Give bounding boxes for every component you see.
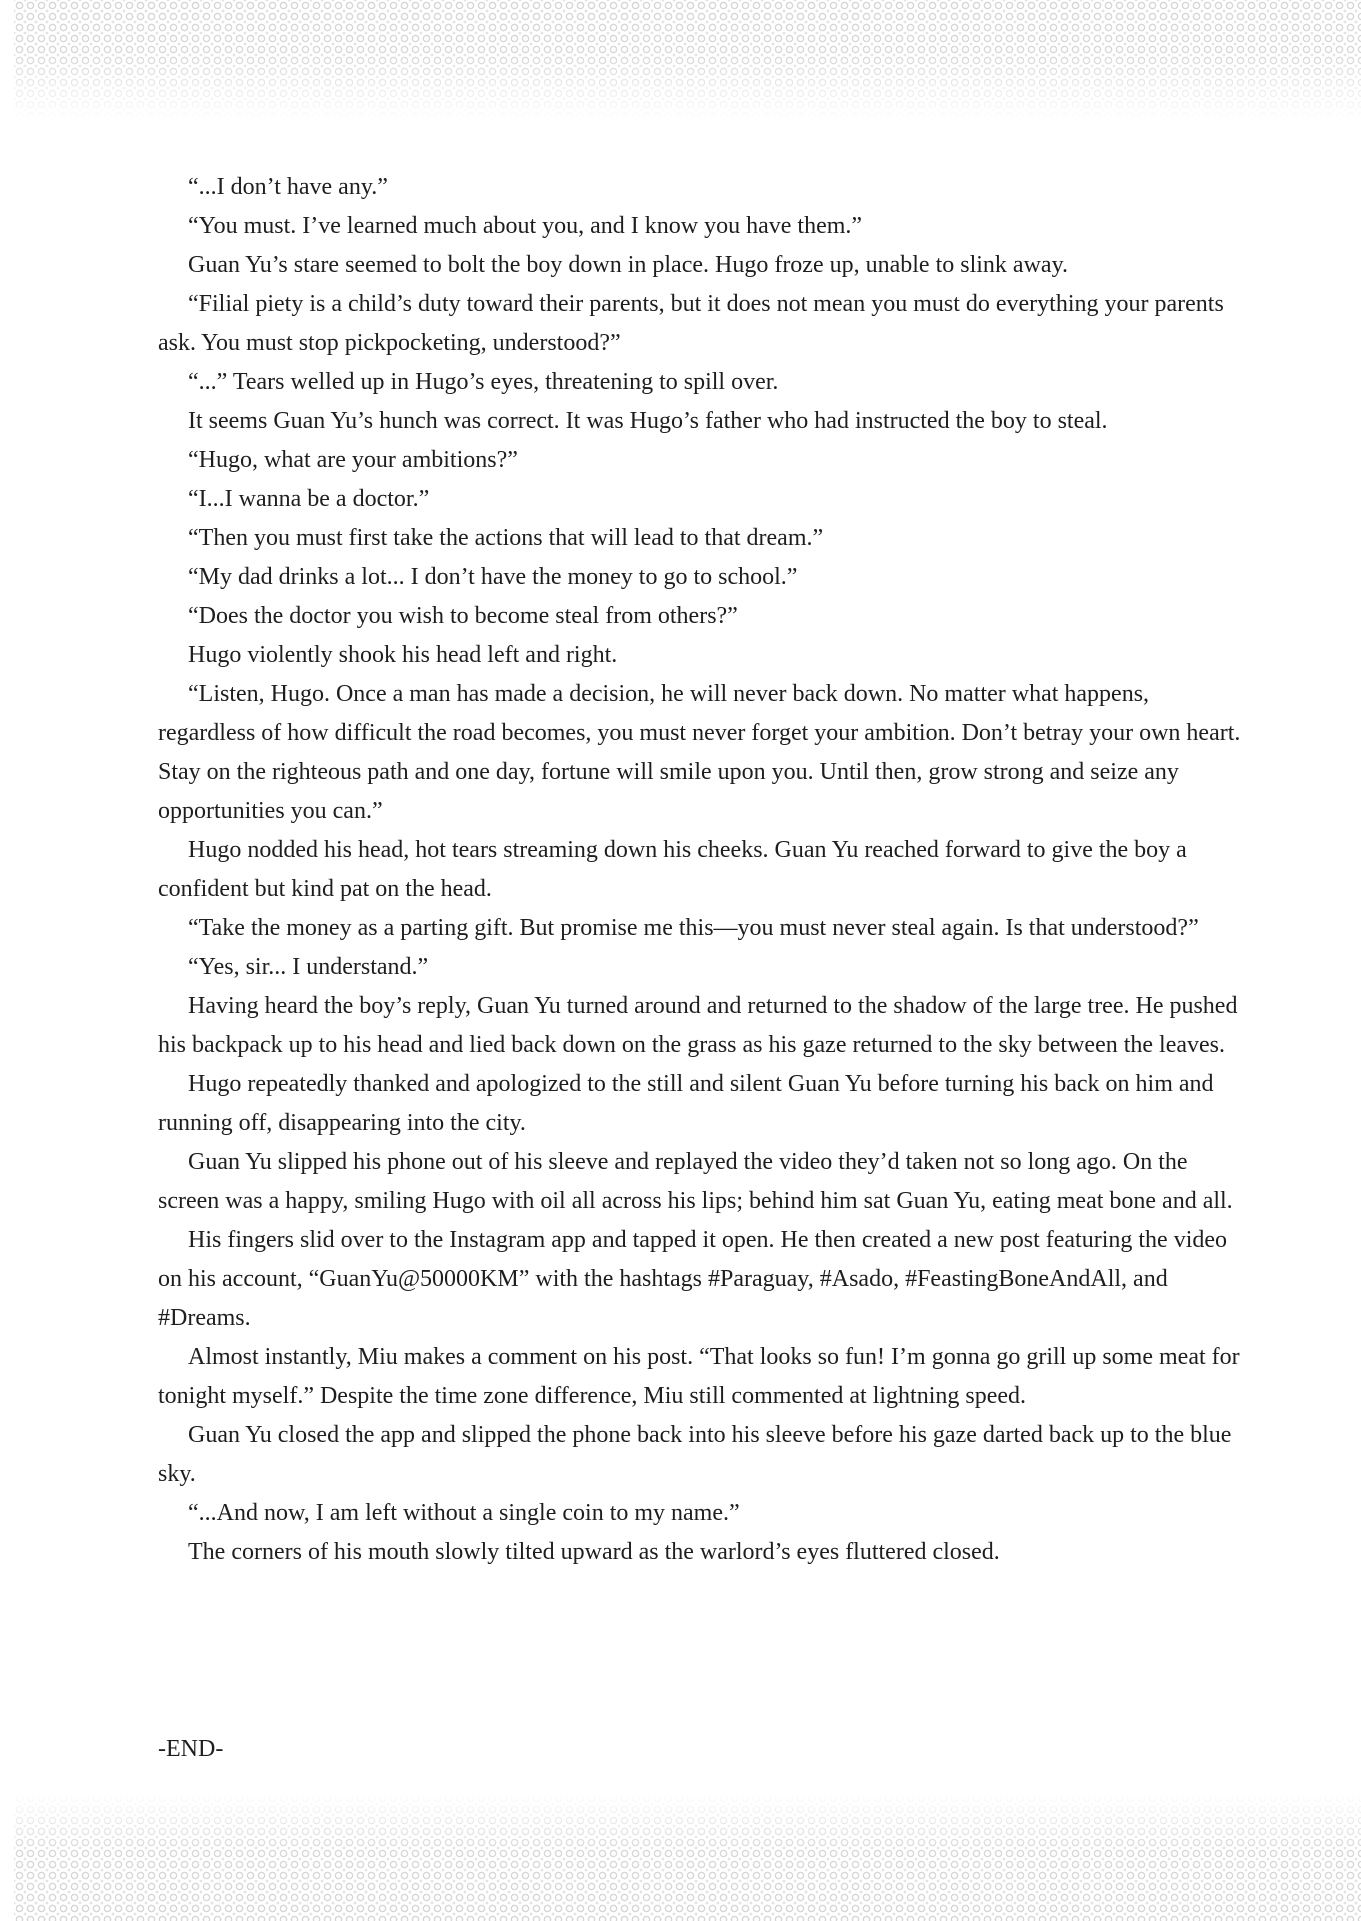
paragraph-23: “...And now, I am left without a single coin to my name.”	[188, 1500, 740, 1526]
end-marker: -END-	[158, 1736, 224, 1762]
paragraph-5: “...” Tears welled up in Hugo’s eyes, threatening to spill over.	[188, 369, 779, 395]
paragraph-1: “...I don’t have any.”	[188, 174, 388, 200]
paragraph-16: “Yes, sir... I understand.”	[188, 954, 429, 980]
paragraph-11: “Does the doctor you wish to become steal from others?”	[188, 603, 738, 629]
paragraph-24: The corners of his mouth slowly tilted upward as the warlord’s eyes fluttered closed.	[188, 1539, 1000, 1565]
paragraph-3: Guan Yu’s stare seemed to bolt the boy down in place. Hugo froze up, unable to slink away.	[188, 252, 1069, 278]
paragraph-17: Having heard the boy’s reply, Guan Yu turned around and returned to the shadow of the large tree. He pushed his backpack up to his head and lied back down on the grass as his gaze returned to the sky between the leaves.	[158, 993, 1238, 1058]
paragraph-12: Hugo violently shook his head left and right.	[188, 642, 618, 668]
paragraph-14: Hugo nodded his head, hot tears streaming down his cheeks. Guan Yu reached forward to give the boy a confident but kind pat on the head.	[158, 837, 1187, 902]
story-text-body	[158, 168, 1250, 1572]
decorative-pattern-footer	[14, 1793, 1361, 1921]
paragraph-20: His fingers slid over to the Instagram app and tapped it open. He then created a new post featuring the video on his account, “GuanYu@50000KM” with the hashtags #Paraguay, #Asado, #FeastingBoneAndAll, and #Dreams.	[158, 1227, 1228, 1331]
paragraph-15: “Take the money as a parting gift. But promise me this—you must never steal again. Is that understood?”	[188, 915, 1199, 941]
paragraph-22: Guan Yu closed the app and slipped the phone back into his sleeve before his gaze darted back up to the blue sky.	[158, 1422, 1232, 1487]
paragraph-13: “Listen, Hugo. Once a man has made a decision, he will never back down. No matter what happens, regardless of how difficult the road becomes, you must never forget your ambition. Don’t betray your own heart. Stay on the righteous path and one day, fortune will smile upon you. Until then, grow strong and seize any opportunities you can.”	[158, 681, 1241, 824]
paragraph-7: “Hugo, what are your ambitions?”	[188, 447, 518, 473]
paragraph-18: Hugo repeatedly thanked and apologized to the still and silent Guan Yu before turning his back on him and running off, disappearing into the city.	[158, 1071, 1214, 1136]
paragraph-21: Almost instantly, Miu makes a comment on his post. “That looks so fun! I’m gonna go grill up some meat for tonight myself.” Despite the time zone difference, Miu still commented at lightning speed.	[158, 1344, 1240, 1409]
paragraph-4: “Filial piety is a child’s duty toward their parents, but it does not mean you must do everything your parents ask. You must stop pickpocketing, understood?”	[158, 291, 1224, 356]
paragraph-19: Guan Yu slipped his phone out of his sleeve and replayed the video they’d taken not so long ago. On the screen was a happy, smiling Hugo with oil all across his lips; behind him sat Guan Yu, eating meat bone and all.	[158, 1149, 1233, 1214]
decorative-pattern-header	[14, 0, 1361, 120]
paragraph-2: “You must. I’ve learned much about you, and I know you have them.”	[188, 213, 863, 239]
paragraph-9: “Then you must first take the actions that will lead to that dream.”	[188, 525, 824, 551]
paragraph-8: “I...I wanna be a doctor.”	[188, 486, 430, 512]
paragraph-6: It seems Guan Yu’s hunch was correct. It was Hugo’s father who had instructed the boy to steal.	[188, 408, 1108, 434]
paragraph-10: “My dad drinks a lot... I don’t have the money to go to school.”	[188, 564, 798, 590]
